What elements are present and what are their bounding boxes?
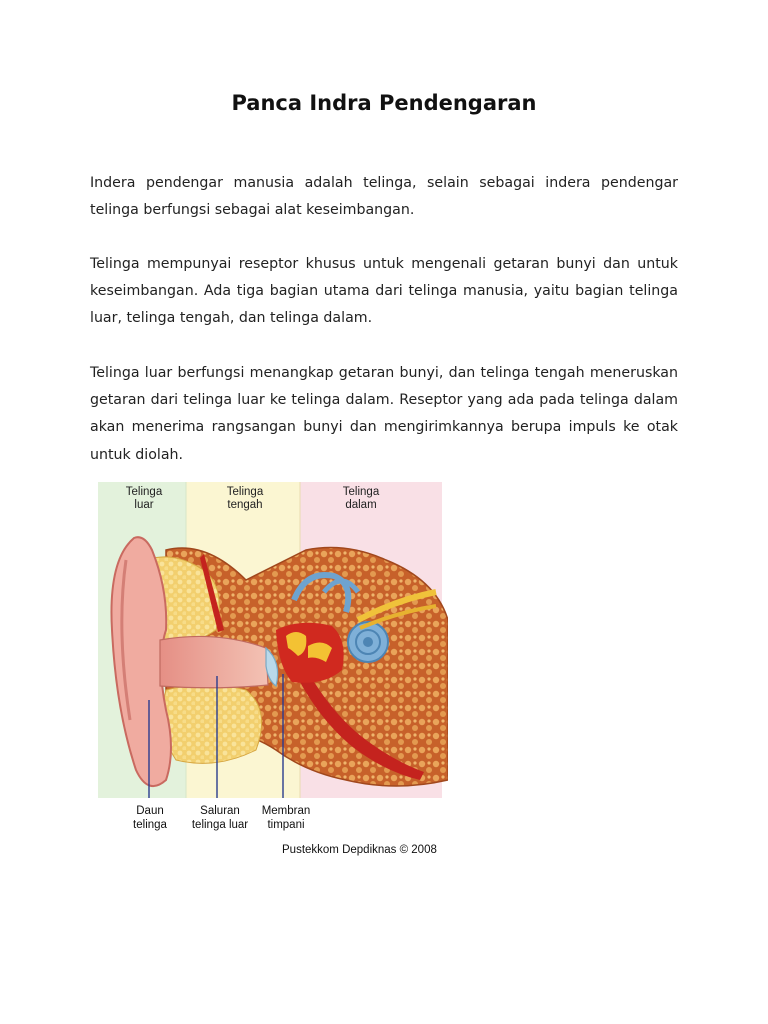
ear-diagram — [96, 480, 448, 865]
label-ear-canal: Saluran telinga luar — [191, 805, 249, 831]
label-pinna: Daun telinga — [133, 805, 167, 831]
zone-label-middle: Telinga tengah — [226, 486, 264, 511]
label-tympanic-membrane: Membran timpani — [261, 805, 311, 831]
zone-label-outer: Telinga luar — [125, 486, 163, 511]
page-title: Panca Indra Pendengaran — [231, 91, 537, 115]
paragraph-intro: Indera pendengar manusia adalah telinga, selain sebagai indera pendengar telinga berfungsi sebagai alat keseimbangan. — [90, 175, 678, 219]
image-credit: Pustekkom Depdiknas © 2008 — [282, 844, 437, 856]
fat-lower — [163, 685, 262, 763]
zone-label-inner: Telinga dalam — [342, 486, 380, 511]
paragraph-receptor: Telinga mempunyai reseptor khusus untuk mengenali getaran bunyi dan untuk keseimbangan. Ada tiga bagian utama dari telinga manusia, yaitu bagian telinga luar, telinga tengah, dan telinga dalam. — [90, 256, 678, 327]
ear-canal — [160, 636, 268, 687]
paragraph-function: Telinga luar berfungsi menangkap getaran bunyi, dan telinga tengah meneruskan getaran dari telinga luar ke telinga dalam. Reseptor yang ada pada telinga dalam akan menerima rangsangan bunyi dan mengirimkannya berupa impuls ke otak untuk diolah. — [90, 365, 678, 463]
